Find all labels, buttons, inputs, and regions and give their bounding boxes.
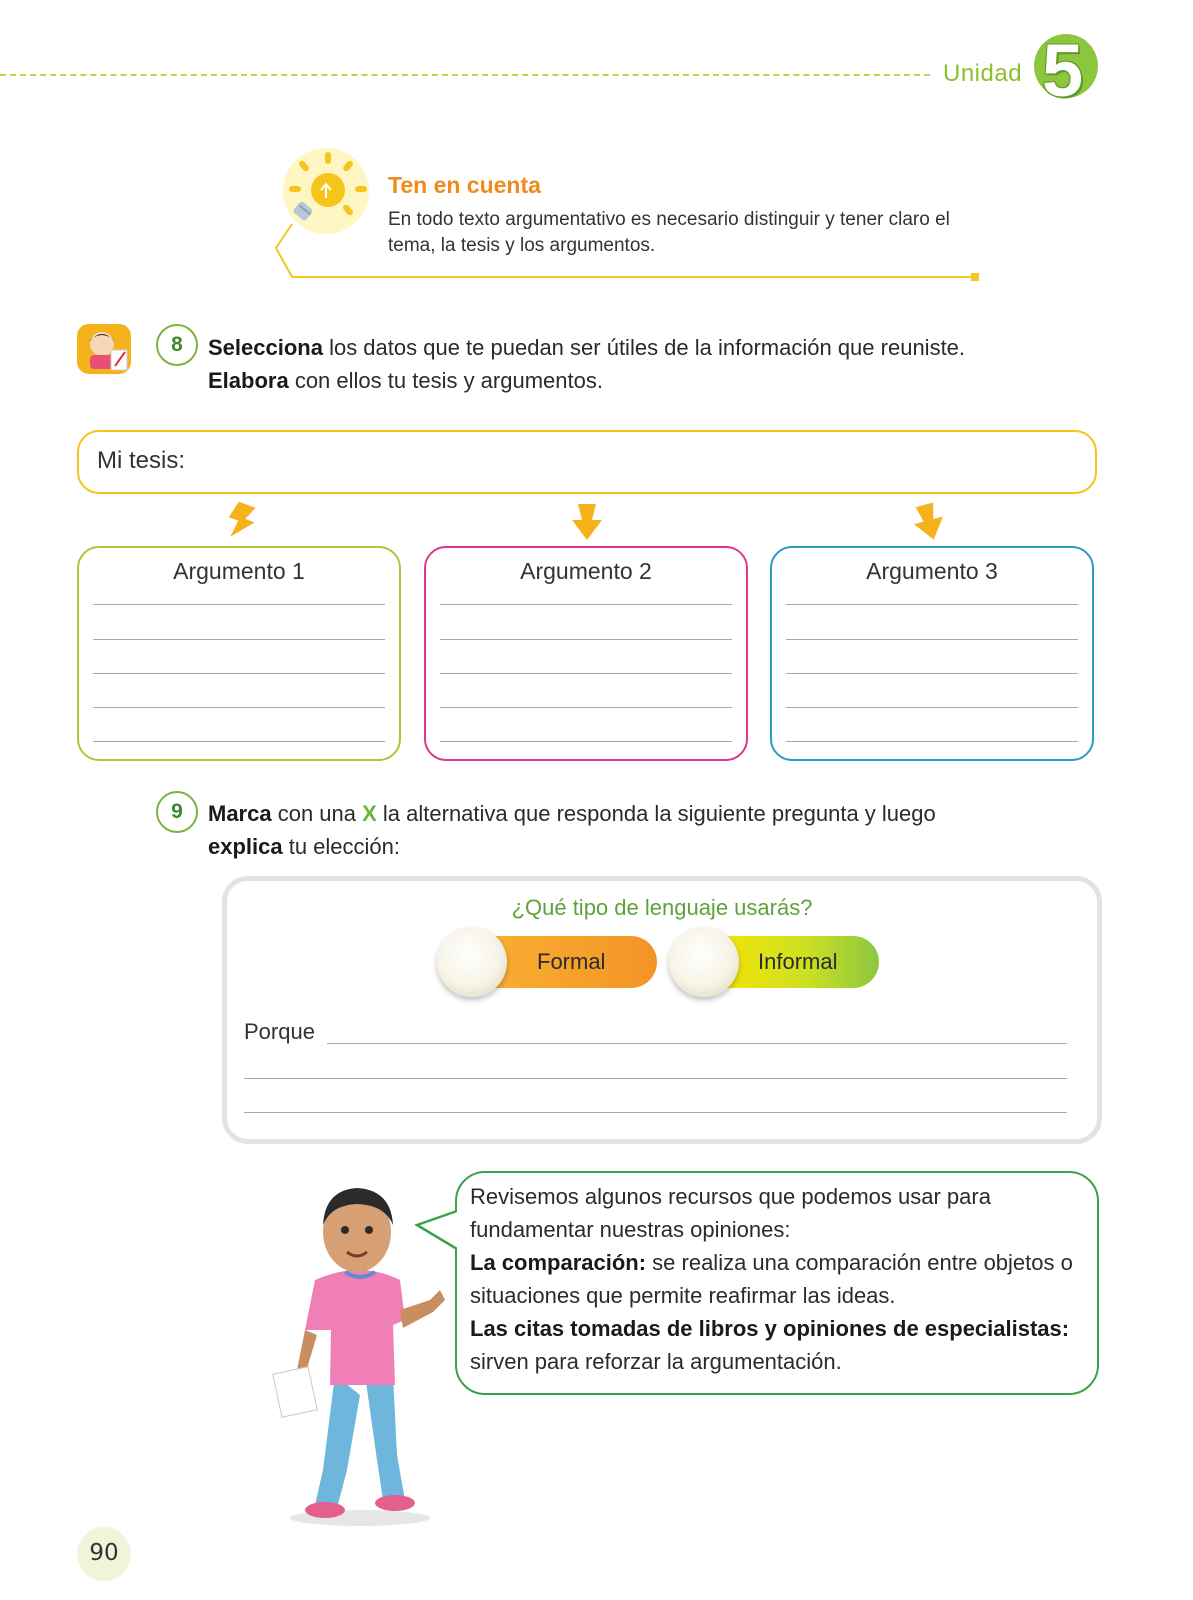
writing-line[interactable] — [93, 707, 385, 708]
page-number: 90 — [89, 1540, 119, 1566]
arrow-down-icon — [222, 502, 262, 542]
writing-line[interactable] — [440, 741, 732, 742]
writing-line[interactable] — [786, 707, 1078, 708]
speech-def-comparison: se realiza una comparación entre objetos o situaciones que permite reafirmar las ideas. — [470, 1250, 1073, 1308]
argument-title: Argumento 1 — [173, 558, 305, 584]
arrow-down-icon — [568, 502, 608, 542]
question-box — [222, 876, 1102, 1144]
argument-box-2[interactable] — [424, 546, 748, 761]
activity-8-verb-elaborate: Elabora — [208, 368, 289, 393]
argument-box-1[interactable] — [77, 546, 401, 761]
unit-number: 5 — [1042, 29, 1084, 112]
unit-label: Unidad — [943, 60, 1023, 87]
speech-term-comparison: La comparación: — [470, 1250, 647, 1275]
writing-line[interactable] — [786, 741, 1078, 742]
activity-9-verb-explain: explica — [208, 834, 283, 859]
tip-title: Ten en cuenta — [388, 172, 541, 198]
activity-8-text-1: los datos que te puedan ser útiles de la información que reuniste. — [322, 335, 966, 360]
thesis-box[interactable] — [77, 430, 1097, 494]
option-formal-checkbox[interactable] — [437, 927, 507, 997]
activity-8-text-2: con ellos tu tesis y argumentos. — [288, 368, 603, 393]
writing-line[interactable] — [786, 673, 1078, 674]
speech-bubble-tail — [413, 1205, 461, 1255]
tip-text: En todo texto argumentativo es necesario distinguir y tener claro el tema, la tesis y los argumentos. — [388, 209, 950, 256]
speech-text — [470, 1180, 1090, 1378]
option-formal-label[interactable]: Formal — [537, 949, 606, 974]
activity-8-instructions — [208, 331, 1108, 397]
question-title: ¿Qué tipo de lenguaje usarás? — [511, 895, 813, 920]
writing-line[interactable] — [440, 639, 732, 640]
option-informal-checkbox[interactable] — [669, 927, 739, 997]
writing-line[interactable] — [786, 639, 1078, 640]
writing-line[interactable] — [244, 1112, 1067, 1113]
because-label: Porque — [244, 1019, 315, 1044]
activity-8-number: 8 — [156, 324, 198, 366]
activity-9-number: 9 — [156, 791, 198, 833]
writing-line[interactable] — [786, 604, 1078, 605]
activity-9-instructions — [208, 797, 1108, 863]
activity-9-text-1: con una — [271, 801, 363, 826]
argument-title: Argumento 3 — [866, 558, 998, 584]
writing-line[interactable] — [93, 639, 385, 640]
activity-9-x-mark: X — [362, 801, 377, 826]
activity-8-verb-select: Selecciona — [208, 335, 323, 360]
argument-title: Argumento 2 — [520, 558, 652, 584]
activity-9-text-3: tu elección: — [282, 834, 401, 859]
writing-line[interactable] — [93, 741, 385, 742]
speech-term-citations: Las citas tomadas de libros y opiniones de especialistas: — [470, 1316, 1070, 1341]
header-dashed-line — [0, 74, 930, 76]
activity-9-verb-mark: Marca — [208, 801, 272, 826]
activity-9-text-2: la alternativa que responda la siguiente pregunta y luego — [376, 801, 936, 826]
writing-line[interactable] — [93, 604, 385, 605]
arrow-down-icon — [910, 502, 950, 542]
option-informal-label[interactable]: Informal — [758, 949, 838, 974]
speech-def-citations: sirven para reforzar la argumentación. — [470, 1349, 842, 1374]
writing-line[interactable] — [93, 673, 385, 674]
argument-box-3[interactable] — [770, 546, 1094, 761]
writing-line[interactable] — [440, 673, 732, 674]
thesis-label: Mi tesis: — [97, 447, 186, 474]
student-writing-icon — [75, 322, 137, 378]
writing-line[interactable] — [327, 1043, 1067, 1044]
writing-line[interactable] — [244, 1078, 1067, 1079]
writing-line[interactable] — [440, 707, 732, 708]
writing-line[interactable] — [440, 604, 732, 605]
speech-intro: Revisemos algunos recursos que podemos usar para fundamentar nuestras opiniones: — [470, 1184, 991, 1242]
